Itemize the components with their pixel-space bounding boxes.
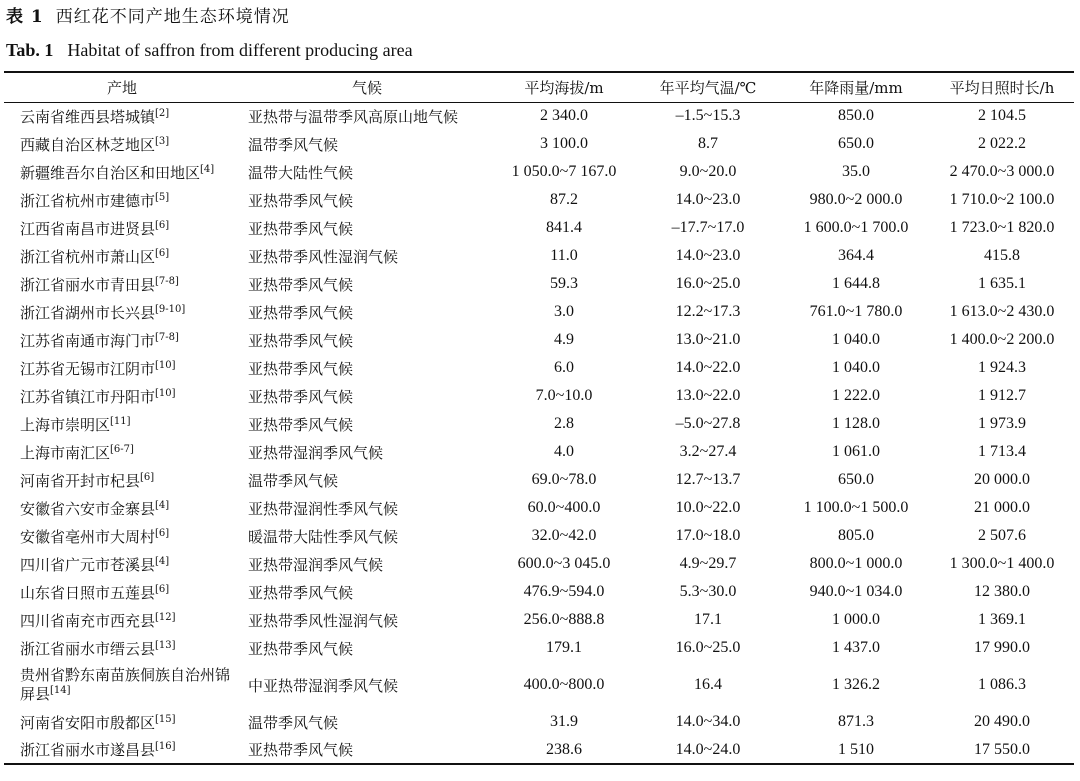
cell-temperature: 14.0~23.0 [675, 191, 741, 208]
cell-place [4, 158, 240, 186]
cell-rainfall: 805.0 [838, 527, 874, 544]
cell-altitude: 69.0~78.0 [531, 471, 597, 488]
cell-rainfall: 1 000.0 [832, 611, 880, 628]
place-name: 河南省开封市杞县 [20, 471, 141, 490]
table-row [4, 522, 1074, 550]
reference-citation: [16] [155, 741, 176, 752]
cell-place [4, 102, 240, 130]
place-name: 浙江省丽水市遂昌县 [20, 741, 156, 759]
table-row [4, 326, 1074, 354]
cell-place [4, 298, 240, 326]
cell-rainfall: 980.0~2 000.0 [809, 191, 903, 208]
header-altitude: 平均海拔/m [494, 72, 634, 102]
header-place: 产地 [4, 72, 240, 102]
place-name: 安徽省亳州市大周村 [20, 527, 156, 546]
reference-citation: [6] [140, 471, 155, 483]
header-sunshine: 平均日照时长/h [930, 72, 1074, 102]
cell-sunshine: 1 635.1 [978, 275, 1026, 292]
reference-citation: [4] [155, 555, 170, 567]
cell-temperature: 14.0~23.0 [675, 247, 741, 264]
cell-altitude: 6.0 [554, 359, 574, 376]
cell-sunshine: 2 507.6 [978, 527, 1026, 544]
cell-climate: 亚热带季风气候 [248, 331, 354, 350]
table-row [4, 158, 1074, 186]
reference-citation: [6] [155, 527, 170, 539]
place-name: 四川省南充市西充县 [20, 611, 156, 630]
reference-citation: [7-8] [155, 331, 179, 343]
cell-rainfall: 850.0 [838, 107, 874, 125]
table-row [4, 186, 1074, 214]
cell-place [4, 186, 240, 214]
cell-altitude: 238.6 [494, 736, 634, 764]
cell-rainfall: 1 437.0 [832, 639, 880, 656]
cell-temperature: 17.0~18.0 [675, 527, 741, 544]
cell-climate: 亚热带季风气候 [248, 583, 354, 602]
cell-climate: 亚热带季风气候 [240, 736, 494, 764]
place-name: 浙江省湖州市长兴县 [20, 303, 156, 322]
place-name: 安徽省六安市金寨县 [20, 499, 156, 518]
cell-climate: 亚热带季风气候 [248, 191, 354, 210]
table-label-cn: 表 1 [6, 7, 44, 27]
table-row [4, 662, 1074, 708]
reference-citation: [12] [155, 611, 176, 623]
cell-altitude: 11.0 [550, 247, 578, 264]
cell-temperature: 14.0~34.0 [675, 713, 741, 730]
table-row [4, 354, 1074, 382]
cell-sunshine: 21 000.0 [974, 499, 1030, 516]
reference-citation: [6] [155, 583, 170, 595]
place-name: 上海市南汇区 [20, 443, 111, 462]
place-name: 浙江省杭州市建德市 [20, 191, 156, 210]
cell-place [4, 214, 240, 242]
reference-citation: [9-10] [155, 303, 186, 315]
cell-temperature: 10.0~22.0 [675, 499, 741, 516]
cell-altitude: 4.0 [554, 443, 574, 460]
table-row [4, 298, 1074, 326]
cell-rainfall: 1 128.0 [832, 415, 880, 432]
cell-sunshine: 2 104.5 [978, 107, 1026, 125]
table-row [4, 550, 1074, 578]
table-caption-en [6, 39, 413, 61]
cell-sunshine: 20 000.0 [974, 471, 1030, 488]
place-name: 新疆维吾尔自治区和田地区 [20, 163, 201, 182]
cell-place [4, 354, 240, 382]
cell-rainfall: 871.3 [838, 713, 874, 730]
cell-temperature: 17.1 [694, 611, 722, 628]
cell-rainfall: 1 326.2 [832, 676, 880, 693]
cell-place [4, 382, 240, 410]
cell-rainfall: 761.0~1 780.0 [809, 303, 903, 320]
cell-place [4, 522, 240, 550]
cell-altitude: 3 100.0 [540, 135, 588, 152]
cell-temperature: 16.0~25.0 [675, 639, 741, 656]
cell-place [4, 326, 240, 354]
cell-climate: 亚热带季风气候 [248, 219, 354, 238]
cell-altitude: 400.0~800.0 [523, 676, 605, 693]
reference-citation: [15] [155, 713, 176, 725]
cell-climate: 亚热带季风性湿润气候 [248, 247, 399, 266]
cell-altitude: 600.0~3 045.0 [517, 555, 611, 572]
cell-sunshine: 415.8 [984, 247, 1020, 264]
cell-temperature: 9.0~20.0 [679, 163, 737, 180]
cell-sunshine: 1 086.3 [978, 676, 1026, 693]
cell-temperature: 5.3~30.0 [679, 583, 737, 600]
reference-citation: [6] [155, 219, 170, 231]
table-caption-cn [6, 6, 290, 28]
reference-citation: [6] [155, 247, 170, 259]
cell-place [4, 130, 240, 158]
table-row [4, 466, 1074, 494]
table-row [4, 736, 1074, 764]
place-name: 江苏省无锡市江阴市 [20, 359, 156, 378]
cell-altitude: 32.0~42.0 [531, 527, 597, 544]
cell-temperature: –5.0~27.8 [675, 415, 741, 432]
cell-altitude: 7.0~10.0 [535, 387, 593, 404]
table-row [4, 242, 1074, 270]
cell-rainfall: 1 100.0~1 500.0 [803, 499, 909, 516]
table-row [4, 270, 1074, 298]
table-row [4, 410, 1074, 438]
cell-rainfall: 1 510 [782, 736, 930, 764]
table-title-cn: 西红花不同产地生态环境情况 [55, 7, 290, 27]
place-name: 浙江省杭州市萧山区 [20, 247, 156, 266]
cell-rainfall: 364.4 [838, 247, 874, 264]
cell-rainfall: 1 644.8 [832, 275, 880, 292]
cell-rainfall: 1 040.0 [832, 331, 880, 348]
cell-sunshine: 2 470.0~3 000.0 [949, 163, 1055, 180]
cell-altitude: 2 340.0 [540, 107, 588, 125]
cell-place [4, 550, 240, 578]
cell-sunshine: 1 713.4 [978, 443, 1026, 460]
place-name: 西藏自治区林芝地区 [20, 135, 156, 154]
cell-temperature: 13.0~22.0 [675, 387, 741, 404]
header-rainfall: 年降雨量/mm [782, 72, 930, 102]
cell-climate: 亚热带湿润季风气候 [248, 555, 384, 574]
cell-place [4, 438, 240, 466]
cell-altitude: 1 050.0~7 167.0 [511, 163, 617, 180]
cell-climate: 温带季风气候 [248, 135, 339, 154]
table-header-row [4, 72, 1074, 102]
place-name: 云南省维西县塔城镇 [20, 107, 156, 126]
place-name: 四川省广元市苍溪县 [20, 555, 156, 574]
cell-temperature: –1.5~15.3 [675, 107, 741, 125]
cell-climate: 亚热带季风气候 [248, 415, 354, 434]
cell-temperature: 16.4 [694, 676, 722, 693]
cell-altitude: 87.2 [550, 191, 578, 208]
cell-place [4, 606, 240, 634]
cell-place [4, 466, 240, 494]
reference-citation: [10] [155, 359, 176, 371]
cell-climate: 亚热带季风气候 [248, 639, 354, 658]
table-label-en: Tab. 1 [6, 40, 54, 60]
cell-climate: 亚热带季风气候 [248, 359, 354, 378]
cell-temperature: –17.7~17.0 [671, 219, 745, 236]
cell-altitude: 179.1 [546, 639, 582, 656]
cell-sunshine: 12 380.0 [974, 583, 1030, 600]
cell-place [4, 578, 240, 606]
header-temperature: 年平均气温/℃ [634, 72, 782, 102]
table-row [4, 708, 1074, 736]
cell-temperature: 4.9~29.7 [679, 555, 737, 572]
cell-place [4, 736, 240, 764]
place-name: 浙江省丽水市青田县 [20, 275, 156, 294]
reference-citation: [14] [50, 685, 71, 696]
cell-altitude: 60.0~400.0 [527, 499, 601, 516]
reference-citation: [6-7] [110, 443, 134, 455]
reference-citation: [3] [155, 135, 170, 147]
habitat-table [4, 71, 1074, 765]
cell-rainfall: 800.0~1 000.0 [809, 555, 903, 572]
cell-place [4, 494, 240, 522]
cell-altitude: 841.4 [546, 219, 582, 236]
cell-sunshine: 1 723.0~1 820.0 [949, 219, 1055, 236]
table-row [4, 102, 1074, 130]
cell-sunshine: 2 022.2 [978, 135, 1026, 152]
place-name: 贵州省黔东南苗族侗族自治州锦屏县 [20, 666, 231, 703]
cell-climate: 亚热带湿润性季风气候 [248, 499, 399, 518]
header-climate: 气候 [240, 72, 494, 102]
table-row [4, 438, 1074, 466]
cell-temperature: 3.2~27.4 [679, 443, 737, 460]
cell-rainfall: 650.0 [838, 135, 874, 152]
cell-climate: 温带季风气候 [248, 471, 339, 490]
table-title-en: Habitat of saffron from different producing area [67, 40, 413, 60]
cell-place [4, 634, 240, 662]
cell-altitude: 476.9~594.0 [523, 583, 605, 600]
cell-sunshine: 1 973.9 [978, 415, 1026, 432]
cell-climate: 暖温带大陆性季风气候 [248, 527, 399, 546]
table-row [4, 130, 1074, 158]
place-name: 江苏省镇江市丹阳市 [20, 387, 156, 406]
cell-altitude: 31.9 [550, 713, 578, 730]
cell-sunshine: 1 924.3 [978, 359, 1026, 376]
cell-place [4, 662, 240, 708]
reference-citation: [4] [200, 163, 215, 175]
reference-citation: [5] [155, 191, 170, 203]
place-name: 浙江省丽水市缙云县 [20, 639, 156, 658]
cell-climate: 亚热带季风气候 [248, 303, 354, 322]
table-row [4, 634, 1074, 662]
cell-temperature: 12.7~13.7 [675, 471, 741, 488]
cell-sunshine: 1 912.7 [978, 387, 1026, 404]
cell-sunshine: 17 990.0 [974, 639, 1030, 656]
cell-rainfall: 1 222.0 [832, 387, 880, 404]
cell-altitude: 256.0~888.8 [523, 611, 605, 628]
cell-rainfall: 35.0 [842, 163, 870, 180]
cell-sunshine: 20 490.0 [974, 713, 1030, 730]
cell-climate: 亚热带季风气候 [248, 387, 354, 406]
cell-rainfall: 1 040.0 [832, 359, 880, 376]
place-name: 上海市崇明区 [20, 415, 111, 434]
cell-temperature: 12.2~17.3 [675, 303, 741, 320]
reference-citation: [2] [155, 107, 170, 119]
cell-temperature: 13.0~21.0 [675, 331, 741, 348]
cell-rainfall: 1 600.0~1 700.0 [803, 219, 909, 236]
place-name: 江苏省南通市海门市 [20, 331, 156, 350]
cell-sunshine: 1 613.0~2 430.0 [949, 303, 1055, 320]
place-name: 江西省南昌市进贤县 [20, 219, 156, 238]
cell-rainfall: 940.0~1 034.0 [809, 583, 903, 600]
reference-citation: [13] [155, 639, 176, 651]
cell-climate: 温带大陆性气候 [248, 163, 354, 182]
cell-sunshine: 1 710.0~2 100.0 [949, 191, 1055, 208]
cell-sunshine: 1 369.1 [978, 611, 1026, 628]
table-row [4, 578, 1074, 606]
cell-temperature: 8.7 [698, 135, 718, 152]
cell-altitude: 2.8 [554, 415, 574, 432]
place-name: 山东省日照市五莲县 [20, 583, 156, 602]
cell-climate: 亚热带季风性湿润气候 [248, 611, 399, 630]
cell-altitude: 4.9 [554, 331, 574, 348]
cell-altitude: 59.3 [550, 275, 578, 292]
cell-climate: 亚热带与温带季风高原山地气候 [248, 107, 459, 126]
cell-climate: 温带季风气候 [248, 713, 339, 732]
table-row [4, 382, 1074, 410]
reference-citation: [10] [155, 387, 176, 399]
table-row [4, 494, 1074, 522]
cell-place [4, 410, 240, 438]
cell-altitude: 3.0 [554, 303, 574, 320]
reference-citation: [4] [155, 499, 170, 511]
cell-place [4, 242, 240, 270]
cell-rainfall: 1 061.0 [832, 443, 880, 460]
cell-climate: 亚热带湿润季风气候 [248, 443, 384, 462]
table-row [4, 214, 1074, 242]
place-name: 河南省安阳市殷都区 [20, 713, 156, 732]
cell-temperature: 14.0~24.0 [634, 736, 782, 764]
cell-temperature: 14.0~22.0 [675, 359, 741, 376]
cell-place [4, 708, 240, 736]
cell-rainfall: 650.0 [838, 471, 874, 488]
cell-place [4, 270, 240, 298]
cell-sunshine: 1 300.0~1 400.0 [949, 555, 1055, 572]
cell-sunshine: 17 550.0 [930, 736, 1074, 764]
cell-climate: 中亚热带湿润季风气候 [248, 676, 399, 695]
cell-sunshine: 1 400.0~2 200.0 [949, 331, 1055, 348]
reference-citation: [7-8] [155, 275, 179, 287]
cell-temperature: 16.0~25.0 [675, 275, 741, 292]
reference-citation: [11] [110, 415, 131, 427]
cell-climate: 亚热带季风气候 [248, 275, 354, 294]
table-row [4, 606, 1074, 634]
